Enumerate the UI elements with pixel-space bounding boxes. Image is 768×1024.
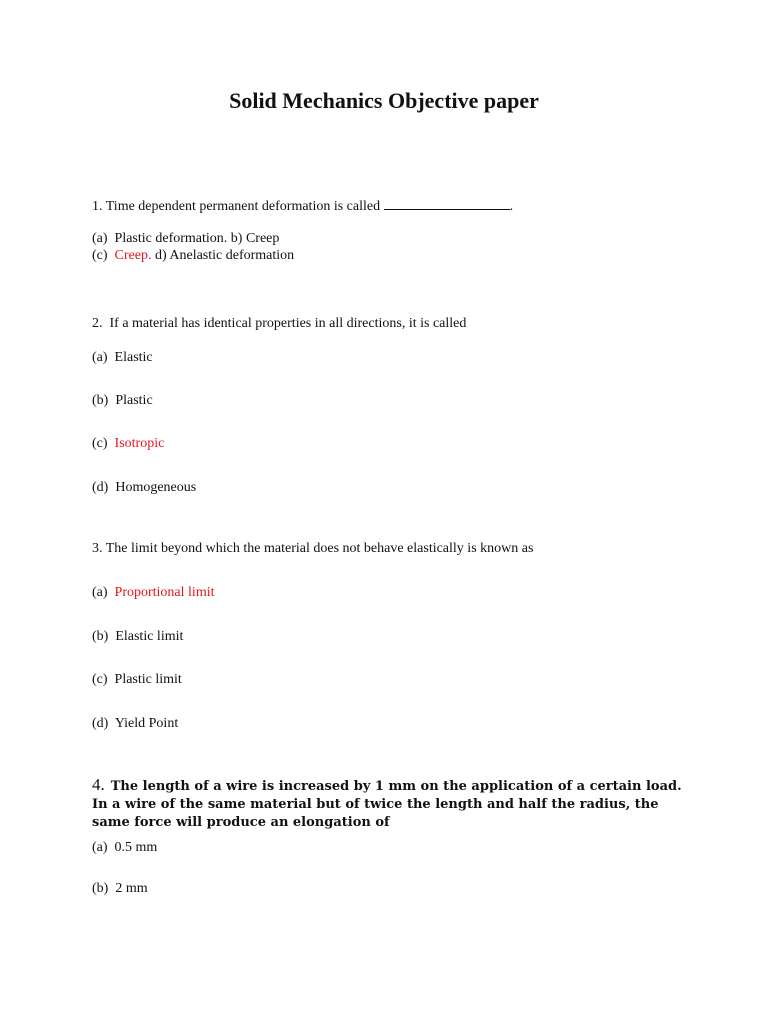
question-3: 3. The limit beyond which the material does not behave elastically is known as xyxy=(92,541,534,556)
question-1-tail: . xyxy=(509,199,514,214)
question-2-option-b: (b) Plastic xyxy=(92,393,153,408)
question-2-option-a: (a) Elastic xyxy=(92,350,153,365)
question-4-option-b: (b) 2 mm xyxy=(92,881,148,896)
question-1-options-line-2 xyxy=(92,247,294,265)
option-label: (c) xyxy=(92,248,115,263)
question-1-options-line-1: (a) Plastic deformation. b) Creep xyxy=(92,231,280,246)
question-3-option-d: (d) Yield Point xyxy=(92,716,179,731)
question-4 xyxy=(92,776,692,832)
question-1 xyxy=(92,197,513,216)
question-2: 2. If a material has identical properties in all directions, it is called xyxy=(92,316,467,331)
correct-answer: Isotropic xyxy=(114,436,165,451)
question-4-number: 4. xyxy=(92,775,105,794)
page-title: Solid Mechanics Objective paper xyxy=(229,88,539,113)
correct-answer: Creep. xyxy=(114,248,152,263)
question-3-option-a: (a) Proportional limit xyxy=(92,585,215,600)
question-2-option-c: (c) Isotropic xyxy=(92,436,165,451)
answer-blank xyxy=(384,197,510,210)
question-2-option-d: (d) Homogeneous xyxy=(92,480,197,495)
correct-answer: Proportional limit xyxy=(114,585,215,600)
question-3-option-c: (c) Plastic limit xyxy=(92,672,182,687)
question-1-text: 1. Time dependent permanent deformation is called xyxy=(92,199,384,214)
option-text: d) Anelastic deformation xyxy=(151,248,295,263)
question-4-text: The length of a wire is increased by 1 mm on the application of a certain load. In a wire of the same material but of twice the length and half the radius, the same force will produce an elongation of xyxy=(92,779,682,830)
question-3-option-b: (b) Elastic limit xyxy=(92,629,184,644)
question-4-option-a: (a) 0.5 mm xyxy=(92,840,158,855)
